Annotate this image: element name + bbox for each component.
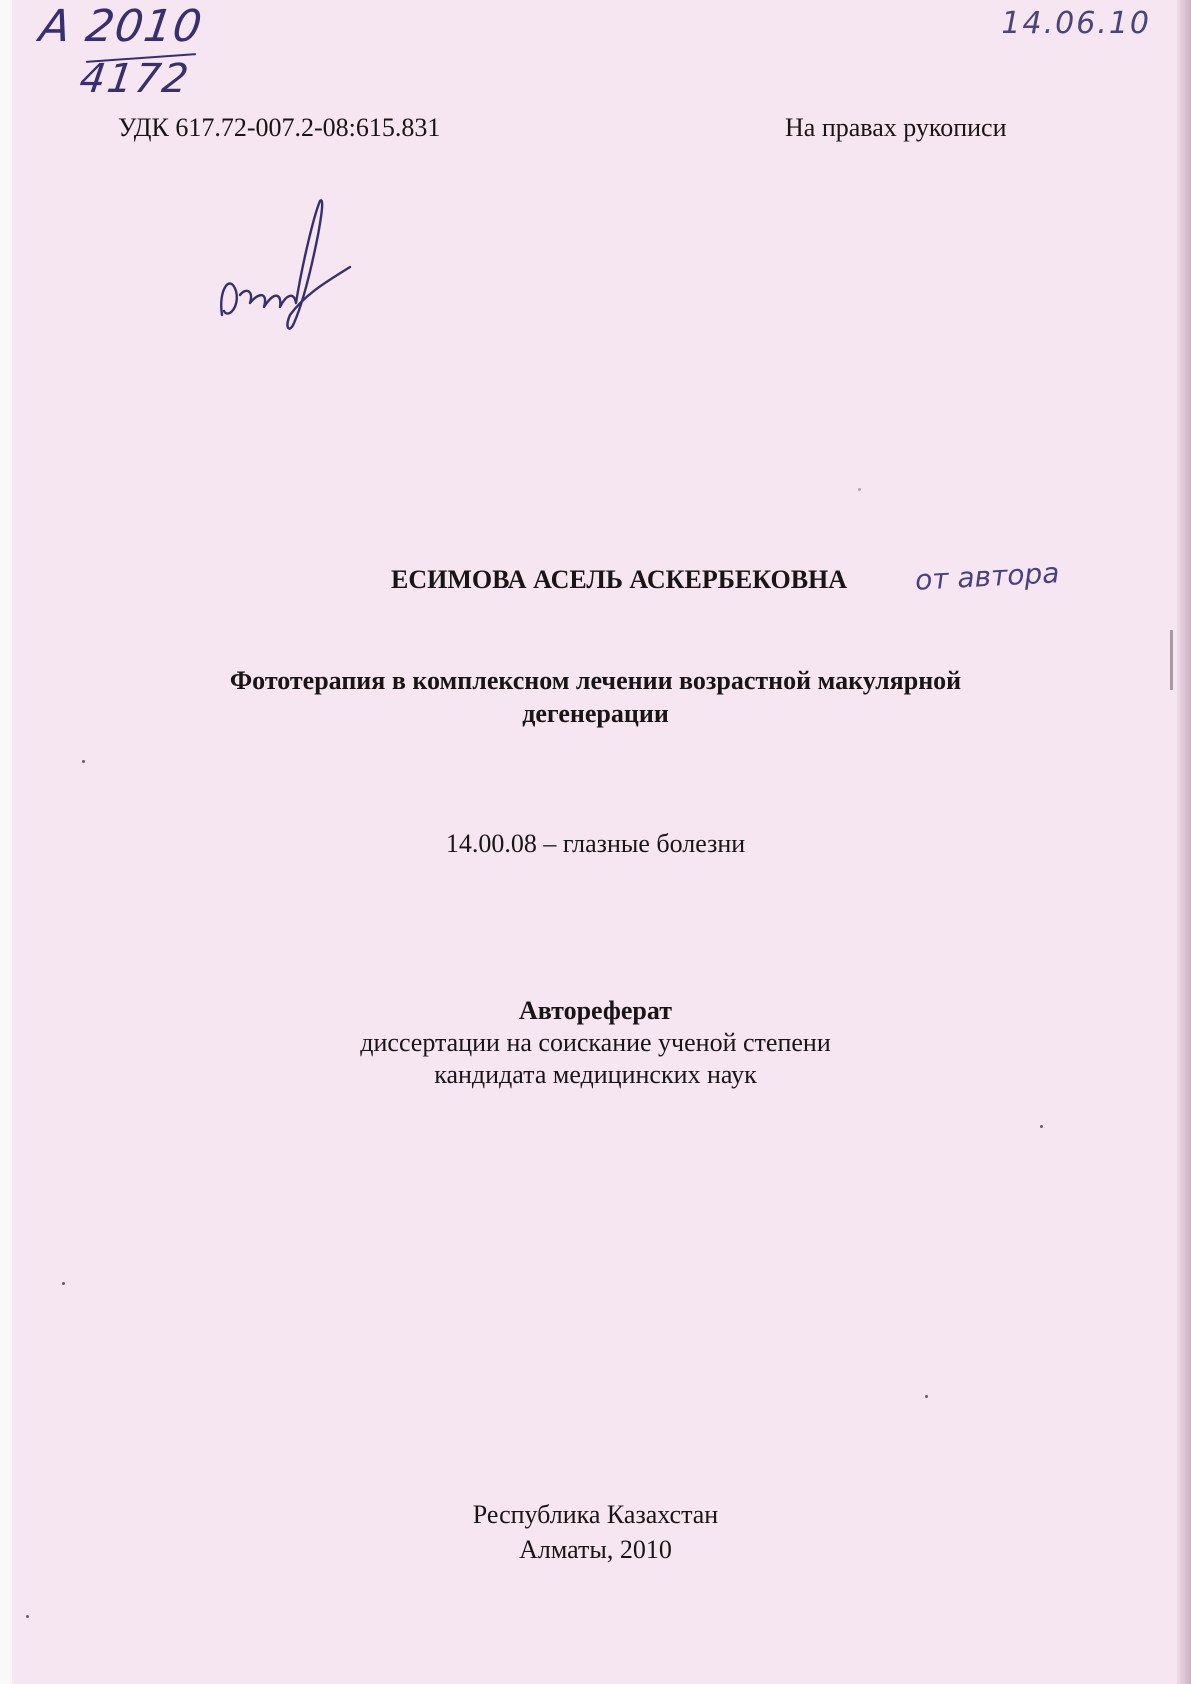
handwritten-archive-number: А 2010	[36, 1, 206, 52]
scan-speck	[858, 488, 861, 491]
abstract-line-1: диссертации на соискание ученой степени	[360, 1028, 831, 1057]
scan-speck	[62, 1282, 65, 1285]
handwritten-author-note: от автора	[914, 556, 1061, 597]
handwritten-date: 14.06.10	[1001, 6, 1151, 41]
title-line-1: Фототерапия в комплексном лечении возрастной макулярной	[229, 666, 962, 695]
dissertation-title	[0, 664, 1191, 730]
abstract-heading: Автореферат	[518, 996, 672, 1025]
place-block	[0, 1497, 1191, 1567]
specialty-code: 14.00.08 – глазные болезни	[445, 829, 746, 858]
rights-notice: На правах рукописи	[785, 113, 1007, 142]
udk-code: УДК 617.72-007.2-08:615.831	[118, 113, 441, 142]
place-country: Республика Казахстан	[472, 1500, 719, 1529]
author-name: ЕСИМОВА АСЕЛЬ АСКЕРБЕКОВНА	[391, 565, 848, 594]
scan-speck	[82, 760, 85, 763]
handwritten-signature	[210, 195, 360, 345]
scan-speck	[925, 1395, 928, 1398]
scan-speck	[26, 1615, 29, 1618]
place-city-year: Алматы, 2010	[519, 1535, 672, 1564]
scan-speck	[1040, 1125, 1043, 1128]
title-line-2: дегенерации	[522, 699, 669, 728]
abstract-block	[0, 995, 1191, 1091]
abstract-line-2: кандидата медицинских наук	[434, 1060, 757, 1089]
handwritten-archive-subnumber: 4172	[76, 56, 194, 102]
